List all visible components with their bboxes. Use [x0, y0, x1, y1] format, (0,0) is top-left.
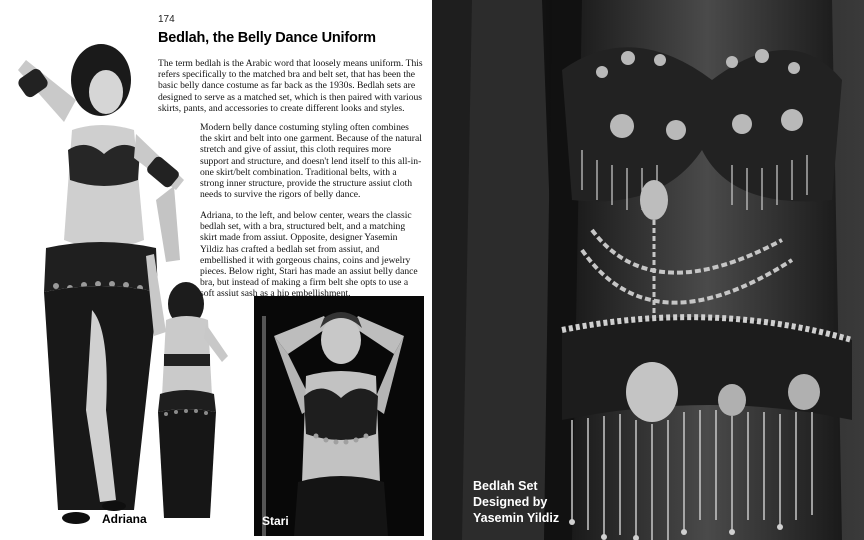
caption-stari: Stari [262, 514, 289, 528]
caption-bedlah-set [473, 478, 593, 526]
page-title: Bedlah, the Belly Dance Uniform [158, 30, 376, 46]
bedlah-set-photo [432, 0, 864, 540]
paragraph-examples: Adriana, to the left, and below center, wears the classic bedlah set, with a bra, structured belt, and a matching skirt made from assiut. Opposite, designer Yasemin Yildiz has crafted a bedlah set from assiut, and embellished it with gorgeous chains, coins and jewelry pieces. Below right, Stari has made an assiut belly dance bra, but instead of making a firm belt she opts to use a soft assiut sash as a hip embellishment. [200, 210, 418, 300]
caption-adriana: Adriana [102, 512, 147, 526]
caption-bedlah-set-line-3: Yasemin Yildiz [473, 511, 560, 525]
stari-figure [254, 296, 424, 536]
caption-bedlah-set-line-1: Bedlah Set [473, 479, 538, 493]
caption-bedlah-set-line-2: Designed by [473, 495, 548, 509]
paragraph-modern-styling: Modern belly dance costuming styling often combines the skirt and belt into one garment. Because of the natural stretch and give of assiut, this cloth requires more support and structure, and doesn't lend itself to this all-in-one skirt/belt combination. Traditional belts, with a strong inner structure, provide the structure assiut cloth needs to survive the rigors of belly dance. [200, 122, 422, 201]
paragraph-intro: The term bedlah is the Arabic word that loosely means uniform. This refers specifically to the matched bra and belt set, that has been the basic belly dance costume as far back as the 1930s. Bedlah sets are designed to serve as a matched set, which is then paired with various skirts, pants, and accessories to create different looks and styles. [158, 58, 423, 114]
right-page-photo [432, 0, 864, 540]
stari-photo [254, 296, 424, 536]
page-number: 174 [158, 14, 175, 25]
